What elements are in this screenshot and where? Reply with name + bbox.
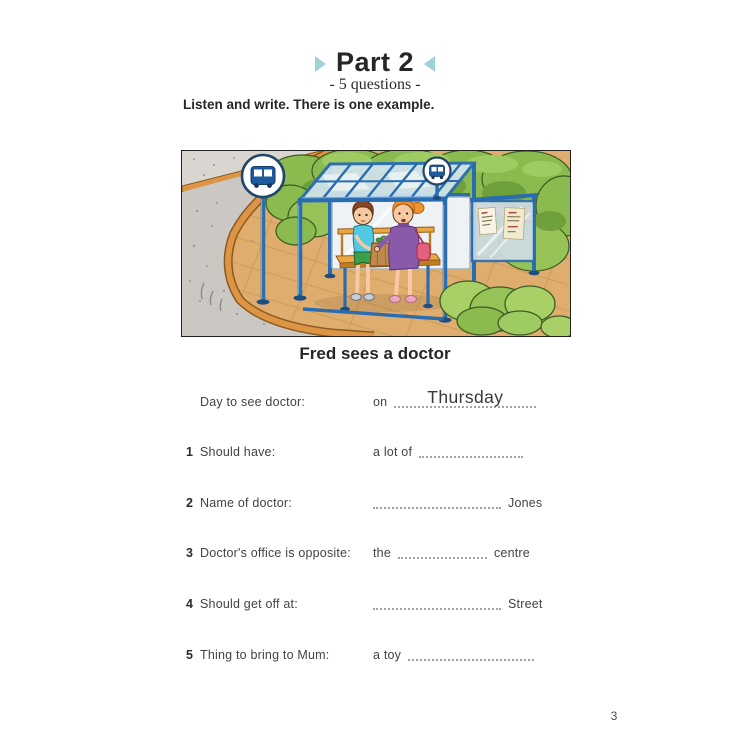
- row-value: [373, 492, 542, 514]
- example-answer-blank[interactable]: [394, 387, 536, 408]
- row-value: [373, 644, 534, 666]
- question-row-1: [0, 441, 750, 463]
- row-label: Day to see doctor:: [200, 395, 306, 409]
- row-value: [373, 593, 543, 615]
- answer-blank-3[interactable]: [398, 542, 487, 559]
- left-arrow-icon: [315, 56, 326, 72]
- row-number: 5: [186, 648, 194, 662]
- handbag: [417, 243, 430, 260]
- example-row: [0, 387, 750, 413]
- question-row-2: [0, 492, 750, 514]
- answer-suffix: centre: [493, 546, 530, 560]
- bench-shadow: [314, 294, 454, 312]
- page-number: 3: [610, 709, 618, 723]
- answer-prefix: on: [373, 395, 388, 409]
- row-label: Should have:: [200, 445, 276, 459]
- row-value: [373, 542, 530, 564]
- worksheet-title: Fred sees a doctor: [299, 344, 451, 363]
- answer-suffix: Jones: [508, 496, 543, 510]
- row-label: Name of doctor:: [200, 496, 292, 510]
- answer-blank-2[interactable]: [373, 492, 501, 509]
- question-row-3: [0, 542, 750, 564]
- row-label: Thing to bring to Mum:: [200, 648, 330, 662]
- row-number: 1: [186, 445, 194, 459]
- right-arrow-icon: [424, 56, 435, 72]
- bus-stop-illustration: [181, 150, 571, 337]
- row-label: Doctor's office is opposite:: [200, 546, 351, 560]
- row-number: 2: [186, 496, 194, 510]
- answer-blank-4[interactable]: [373, 593, 501, 610]
- notice-paper-right: [503, 207, 525, 239]
- answer-blank-1[interactable]: [419, 441, 523, 458]
- row-number: 4: [186, 597, 194, 611]
- answer-suffix: Street: [508, 597, 543, 611]
- bus-icon: [251, 167, 275, 188]
- row-value: [373, 441, 523, 463]
- bus-stop-scene: [182, 151, 570, 336]
- answer-prefix: a toy: [373, 648, 402, 662]
- questions-count-subtitle: - 5 questions -: [329, 76, 421, 93]
- instruction-text: Listen and write. There is one example.: [183, 97, 435, 112]
- row-value: [373, 387, 536, 413]
- question-row-5: [0, 644, 750, 666]
- row-label: Should get off at:: [200, 597, 298, 611]
- answer-blank-5[interactable]: [408, 644, 534, 661]
- question-row-4: [0, 593, 750, 615]
- example-answer-text: Thursday: [427, 387, 504, 407]
- row-number: 3: [186, 546, 194, 560]
- page-title: [0, 46, 750, 78]
- notice-paper-left: [478, 207, 497, 234]
- part-title-text: Part 2: [335, 47, 415, 77]
- answer-prefix: the: [373, 546, 391, 560]
- answer-prefix: a lot of: [373, 445, 413, 459]
